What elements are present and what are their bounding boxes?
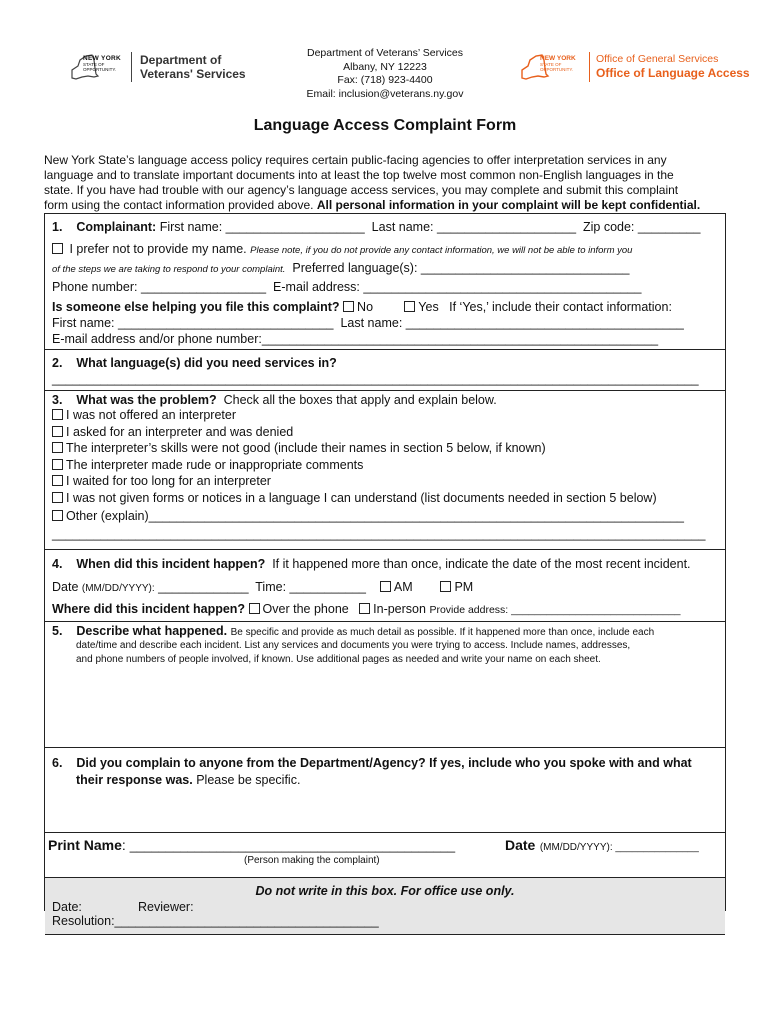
divider-top <box>44 213 725 214</box>
s6-heading: Did you complain to anyone from the Department/Agency? If yes, include who you spoke with and what <box>76 756 692 770</box>
office-reviewer-label: Reviewer: <box>138 900 194 914</box>
ogs-logo-state-text: NEW YORK <box>540 55 576 62</box>
divider-s4-s5 <box>44 621 725 622</box>
problem-option[interactable]: I waited for too long for an interpreter <box>52 474 271 488</box>
problem-option[interactable]: The interpreter’s skills were not good (include their names in section 5 below, if known) <box>52 441 546 455</box>
s4-row1: 4. When did this incident happen? If it happened more than once, indicate the date of the most recent incident. <box>52 557 691 571</box>
where-question: Where did this incident happen? <box>52 602 246 616</box>
s4-heading: When did this incident happen? <box>76 557 266 571</box>
dvs-name-line2: Veterans' Services <box>140 67 246 81</box>
no-contact-note-cont: of the steps we are taking to respond to your complaint. <box>52 264 286 275</box>
divider-s1-s2 <box>44 349 725 350</box>
pm-checkbox[interactable] <box>440 581 451 592</box>
page-title: Language Access Complaint Form <box>253 117 517 134</box>
in-person-checkbox[interactable] <box>359 603 370 614</box>
helper-last-name-field[interactable]: Last name: ________________________________________ <box>340 316 684 330</box>
incident-time-field[interactable]: Time: ___________ <box>255 580 366 594</box>
divider-s2-s3 <box>44 390 725 391</box>
s5-instruction: Be specific and provide as much detail as possible. If it happened more than once, include each <box>230 627 655 638</box>
s6-response-area[interactable] <box>50 792 720 828</box>
signature-date-label: Date <box>505 837 536 853</box>
helper-question: Is someone else helping you file this complaint? <box>52 300 340 314</box>
no-contact-note: Please note, if you do not provide any contact information, we will not be able to inform you <box>250 245 633 256</box>
provide-address-field[interactable]: Provide address: _____________________________ <box>429 604 681 616</box>
problem-checkbox[interactable] <box>52 426 63 437</box>
helper-contact-field[interactable]: E-mail address and/or phone number:_________________________________________________________ <box>52 332 659 346</box>
s4-instruction: If it happened more than once, indicate the date of the most recent incident. <box>272 557 691 571</box>
agency-contact-block <box>280 47 490 101</box>
prefer-not-label: I prefer not to provide my name. <box>69 242 247 256</box>
am-checkbox[interactable] <box>380 581 391 592</box>
signature-date-field[interactable]: (MM/DD/YYYY): _______________ <box>539 842 699 853</box>
office-use-heading: Do not write in this box. For office use only. <box>255 884 515 898</box>
divider-s5-s6 <box>44 747 725 748</box>
intro-paragraph <box>44 153 734 213</box>
s3-row1: 3. What was the problem? Check all the boxes that apply and explain below. <box>52 393 497 407</box>
divider-s3-s4 <box>44 549 725 550</box>
helper-no-checkbox[interactable] <box>343 301 354 312</box>
s4-row2: Date (MM/DD/YYYY): _____________ Time: ___________ AM PM <box>52 580 474 594</box>
s1-row4 <box>52 280 641 294</box>
agency-name: Department of Veterans’ Services <box>306 47 464 59</box>
office-resolution-field: Resolution:______________________________________ <box>52 914 379 928</box>
language-needed-field[interactable]: _____________________________________________________________________________________________ <box>52 372 699 386</box>
over-phone-checkbox[interactable] <box>249 603 260 614</box>
s2-row1: 2. What language(s) did you need services in? <box>52 356 337 370</box>
problem-option[interactable]: I was not offered an interpreter <box>52 408 236 422</box>
office-date-label: Date: <box>52 900 82 914</box>
problem-checkbox[interactable] <box>52 442 63 453</box>
problem-option-other[interactable]: Other (explain)_____________________________________________________________________________ <box>52 509 684 523</box>
s1-row2 <box>52 242 632 256</box>
print-name-field[interactable]: _____________________________________________ <box>129 838 456 853</box>
s1-row7 <box>52 332 658 346</box>
confidential-note: All personal information in your complaint will be kept confidential. <box>316 198 701 212</box>
problem-checkbox[interactable] <box>52 475 63 486</box>
dvs-logo-state-text: NEW YORK <box>83 55 122 62</box>
signature-row: Print Name: _____________________________________________ <box>48 837 456 853</box>
print-name-label: Print Name <box>48 837 122 853</box>
problem-checkbox[interactable] <box>52 459 63 470</box>
preferred-language-field[interactable]: Preferred language(s): ______________________________ <box>292 261 630 275</box>
s1-row3 <box>52 261 629 275</box>
form-left-border <box>44 213 45 911</box>
helper-yes-label: Yes <box>418 300 439 314</box>
zip-code-field[interactable]: Zip code: _________ <box>582 220 701 234</box>
s3-heading: What was the problem? <box>76 393 217 407</box>
other-checkbox[interactable] <box>52 510 63 521</box>
agency-address: Albany, NY 12223 <box>343 60 427 73</box>
describe-textarea[interactable] <box>50 670 720 742</box>
problem-checkbox[interactable] <box>52 492 63 503</box>
intro-line: state. If you have had trouble with our agency’s language access services, you may complete and submit this complaint <box>44 183 679 197</box>
s1-row1: 1. Complainant: First name: ____________________ Last name: ____________________ Zip code: _________ <box>52 220 701 234</box>
s1-row5 <box>52 300 672 314</box>
s5-heading: Describe what happened. <box>76 624 228 638</box>
s6-row2: their response was. Please be specific. <box>76 773 301 787</box>
helper-first-name-field[interactable]: First name: _______________________________ <box>52 316 334 330</box>
dvs-logo-divider <box>131 52 132 82</box>
s1-heading: Complainant: <box>76 220 157 234</box>
ogs-logo-divider <box>589 52 590 82</box>
other-explain-field[interactable]: ______________________________________________________________________________________________ <box>52 527 706 541</box>
last-name-field[interactable]: Last name: ____________________ <box>371 220 577 234</box>
s5-row1: 5. Describe what happened. Be specific and provide as much detail as possible. If it happened more than once, include each <box>52 624 655 638</box>
person-making-complaint-note: (Person making the complaint) <box>244 855 380 866</box>
problem-option[interactable]: The interpreter made rude or inappropriate comments <box>52 458 363 472</box>
signature-date <box>505 837 699 855</box>
prefer-not-checkbox[interactable] <box>52 243 63 254</box>
email-address-field[interactable]: E-mail address: ________________________________________ <box>273 280 642 294</box>
intro-line: New York State’s language access policy requires certain public-facing agencies to offer interpretation services in any <box>44 153 667 167</box>
phone-number-field[interactable]: Phone number: __________________ <box>52 280 267 294</box>
ogs-name-line1: Office of General Services <box>596 53 719 65</box>
problem-checkbox[interactable] <box>52 409 63 420</box>
incident-date-field[interactable]: _____________ <box>158 580 249 594</box>
dvs-logo <box>68 50 246 90</box>
dvs-name-line1: Department of <box>140 53 222 67</box>
s1-row6 <box>52 316 684 330</box>
s5-instruction-cont: date/time and describe each incident. List any services and documents you were trying to access. Include names, addresses, and phone numbers of people involved, if known. Use additional pages as needed and write your name on each sheet. <box>76 640 631 665</box>
intro-line: language and to translate important documents into at least the top twelve most common non-English languages in the <box>44 168 674 182</box>
problem-option[interactable]: I asked for an interpreter and was denied <box>52 425 293 439</box>
intro-line: form using the contact information provided above. All personal information in your complaint will be kept confidential. <box>44 198 701 212</box>
problem-option[interactable]: I was not given forms or notices in a language I can understand (list documents needed in section 5 below) <box>52 491 657 505</box>
s2-heading: What language(s) did you need services in? <box>76 356 337 370</box>
ogs-logo-sub-text: STATE OF OPPORTUNITY. <box>540 62 574 72</box>
ogs-name-line2: Office of Language Access <box>596 66 750 80</box>
dvs-logo-sub-text: STATE OF OPPORTUNITY. <box>83 62 117 72</box>
helper-no-label: No <box>357 300 374 314</box>
helper-instruction: If ‘Yes,’ include their contact information: <box>449 300 672 314</box>
agency-fax: Fax: (718) 923-4400 <box>337 74 433 86</box>
first-name-field[interactable]: First name: ____________________ <box>159 220 365 234</box>
divider-s6-sign <box>44 832 725 833</box>
s6-row1: 6. Did you complain to anyone from the Department/Agency? If yes, include who you spoke with and what <box>52 756 692 770</box>
agency-email[interactable]: Email: inclusion@veterans.ny.gov <box>306 87 464 100</box>
ogs-logo <box>518 50 748 88</box>
s4-row3: Where did this incident happen? Over the phone In-person Provide address: _____________________________ <box>52 602 681 616</box>
form-right-border <box>725 213 726 911</box>
helper-yes-checkbox[interactable] <box>404 301 415 312</box>
s3-instruction: Check all the boxes that apply and explain below. <box>223 393 497 407</box>
